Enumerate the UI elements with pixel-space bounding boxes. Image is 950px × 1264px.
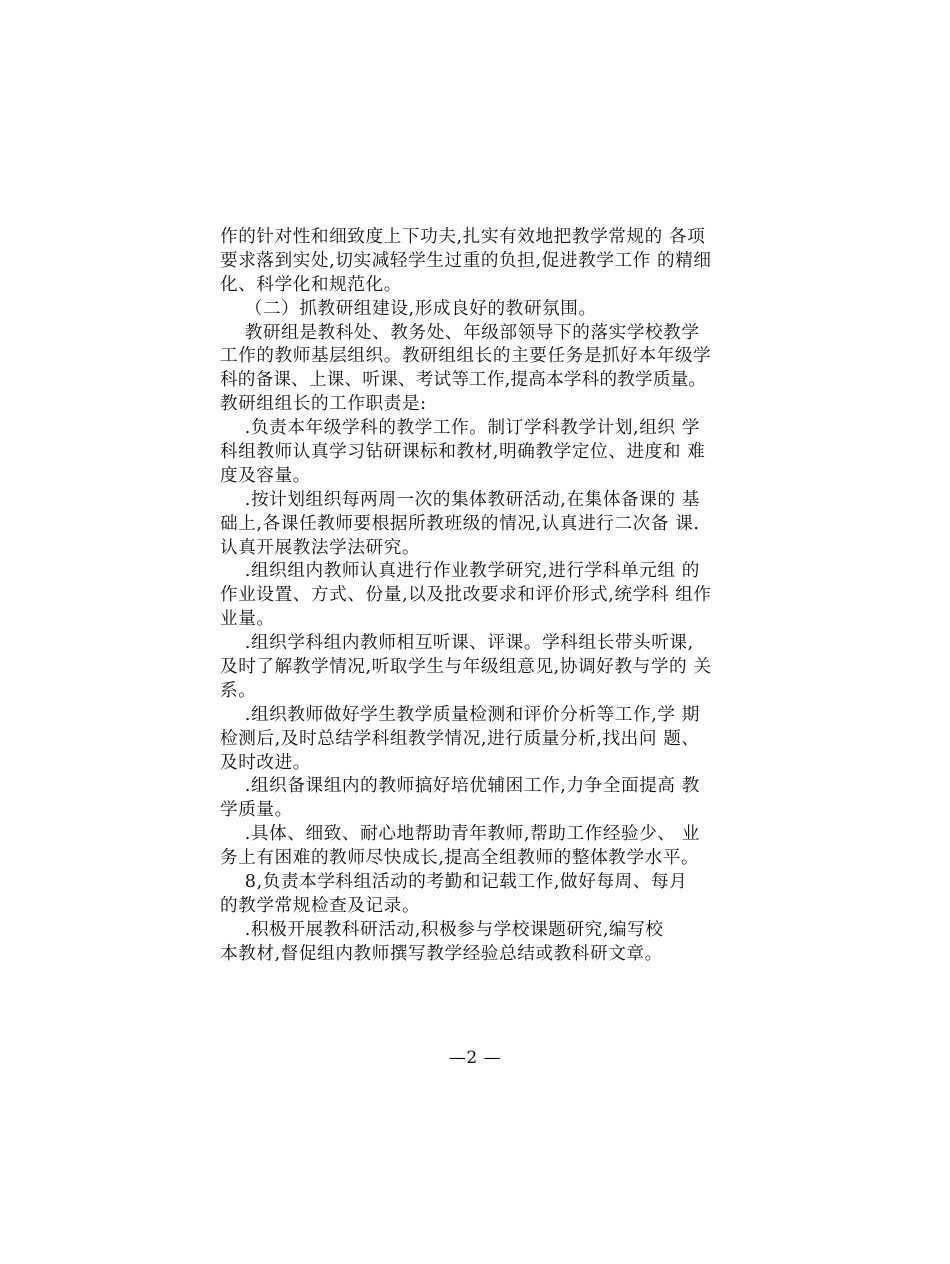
duty-item-line: .组织学科组内教师相互听课、评课。学科组长带头听课, — [220, 633, 694, 654]
text-line: 科组教师认真学习钻研课标和教材,明确教学定位、进度和 难 — [220, 442, 706, 463]
text-line: 务上有困难的教师尽快成长,提高全组教师的整体教学水平。 — [220, 848, 700, 869]
text-line: 学质量。 — [220, 800, 293, 821]
text-line: 教研组组长的工作职责是: — [220, 394, 427, 415]
text-line: 教研组是教科处、教务处、年级部领导下的落实学校教学 — [220, 322, 700, 343]
duty-item-line: .组织备课组内的教师搞好培优辅困工作,力争全面提高 教 — [220, 776, 701, 797]
text-line: 的教学常规检查及记录。 — [220, 895, 421, 916]
text-line: 及时改进。 — [220, 752, 311, 773]
text-line: 要求落到实处,切实减轻学生过重的负担,促进教学工作 的精细 — [220, 250, 712, 271]
page-number: —2 — — [448, 1048, 502, 1068]
duty-item-line: .负责本年级学科的教学工作。制订学科教学计划,组织 学 — [220, 418, 701, 439]
text-line: 作的针对性和细致度上下功夫,扎实有效地把教学常规的 各项 — [220, 227, 706, 247]
text-line: 业量。 — [220, 609, 275, 630]
text-line: 作业设置、方式、份量,以及批改要求和评价形式,统学科 组作 — [220, 585, 712, 606]
duty-item-line: .按计划组织每两周一次的集体教研活动,在集体备课的 基 — [220, 489, 701, 510]
text-line: 科的备课、上课、听课、考试等工作,提高本学科的教学质量。 — [220, 370, 707, 391]
section-heading: （二）抓教研组建设,形成良好的教研氛围。 — [220, 298, 597, 319]
body-text — [220, 226, 750, 967]
text-line: 础上,各课任教师要根据所教班级的情况,认真进行二次备 课. — [220, 513, 700, 534]
text-line: 化、科学化和规范化。 — [220, 274, 402, 295]
duty-item-line: .具体、细致、耐心地帮助青年教师,帮助工作经验少、 业 — [220, 824, 701, 845]
duty-item-line: 8,负责本学科组活动的考勤和记载工作,做好每周、每月 — [220, 872, 688, 893]
text-line: 及时了解教学情况,听取学生与年级组意见,协调好教与学的 关 — [220, 657, 712, 678]
text-line: 工作的教师基层组织。教研组组长的主要任务是抓好本年级学 — [220, 346, 712, 367]
duty-item-line: .积极开展教科研活动,积极参与学校课题研究,编写校 — [220, 919, 664, 940]
duty-item-line: .组织组内教师认真进行作业教学研究,进行学科单元组 的 — [220, 561, 701, 582]
text-line: 本教材,督促组内教师撰写教学经验总结或教科研文章。 — [220, 943, 663, 964]
duty-item-line: .组织教师做好学生教学质量检测和评价分析等工作,学 期 — [220, 704, 701, 725]
text-line: 检测后,及时总结学科组教学情况,进行质量分析,找出问 题、 — [220, 728, 700, 749]
text-line: 认真开展教法学法研究。 — [220, 537, 421, 558]
text-line: 系。 — [220, 680, 257, 701]
text-line: 度及容量。 — [220, 465, 311, 486]
